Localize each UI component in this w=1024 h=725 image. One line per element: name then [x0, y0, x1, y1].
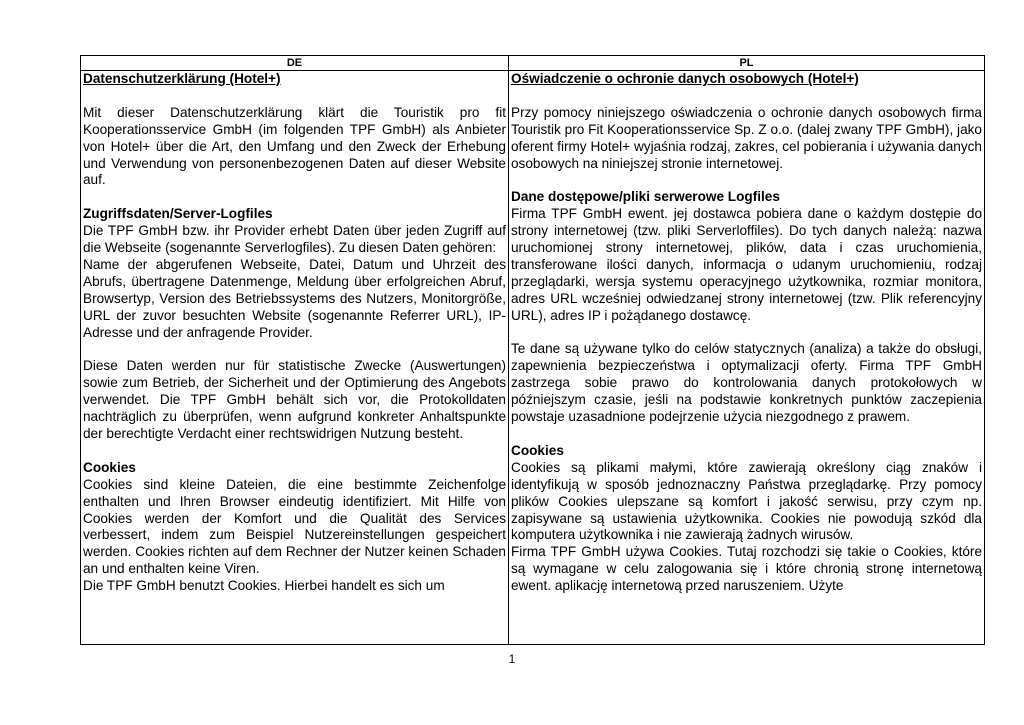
header-row [81, 56, 985, 71]
pl-title: Oświadczenie o ochronie danych osobowych (Hotel+) [511, 71, 859, 86]
pl-access-paragraph-2: Te dane są używane tylko do celów statycznych (analiza) a także do obsługi, zapewnienia bezpieczeństwa i optymalizacji oferty. Firma TPF GmbH zastrzega sobie prawo do kontrolowania danych protokołowych w późniejszym czasie, jeśli na podstawie konkretnych punktów zaczepienia powstaje uzasadnione podejrzenie użycia niezgodnego z prawem. [511, 341, 982, 425]
pl-intro: Przy pomocy niniejszego oświadczenia o ochronie danych osobowych firma Touristik pro Fit Kooperationsservice Sp. Z o.o. (dalej zwany TPF GmbH), jako oferent firmy Hotel+ wyjaśnia rodzaj, zakres, cel pobierania i używania danych osobowych na niniejszej stronie internetowej. [511, 104, 982, 171]
content-row [81, 71, 985, 645]
de-access-paragraph-3: Diese Daten werden nur für statistische Zwecke (Auswertungen) sowie zum Betrieb, der Sicherheit und der Optimierung des Angebots verwendet. Die TPF GmbH behält sich vor, die Protokolldaten nachträglich zu überprüfen, wenn aufgrund konkreter Anhaltspunkte der berechtigte Verdacht einer rechtswidrigen Nutzung besteht. [83, 358, 506, 441]
column-de [81, 71, 509, 645]
de-cookies-heading: Cookies [83, 459, 136, 475]
page-number: 1 [508, 652, 516, 666]
bilingual-table [80, 55, 985, 645]
de-cookies-paragraph-2: Die TPF GmbH benutzt Cookies. Hierbei handelt es sich um [83, 578, 445, 594]
column-pl [509, 71, 985, 645]
de-access-paragraph-2: Name der abgerufenen Webseite, Datei, Datum und Uhrzeit des Abrufs, übertragene Datenmenge, Meldung über erfolgreichen Abruf, Browsertyp, Version des Betriebssystems des Nutzers, Monitorgröße, URL der zuvor besuchten Website (sogenannte Referrer URL), IP-Adresse und der anfragende Provider. [83, 256, 506, 340]
de-access-heading: Zugriffsdaten/Server-Logfiles [83, 206, 273, 222]
pl-access-heading: Dane dostępowe/pliki serwerowe Logfiles [511, 189, 780, 205]
de-access-paragraph-1: Die TPF GmbH bzw. ihr Provider erhebt Daten über jeden Zugriff auf die Webseite (sogenannte Serverlogfiles). Zu diesen Daten gehören: [83, 223, 506, 256]
pl-cookies-paragraph-1: Cookies są plikami małymi, które zawierają określony ciąg znaków i identyfikują w sposób jednoznaczny Państwa przeglądarkę. Przy pomocy plików Cookies ulepszane są komfort i jakość serwisu, przy czym np. zapisywane są ustawienia użytkownika. Cookies nie powodują szkód dla komputera użytkownika i nie zawierają żadnych wirusów. [511, 459, 982, 543]
pl-cookies-heading: Cookies [511, 442, 564, 458]
column-header-de: DE [81, 56, 509, 71]
pl-access-paragraph-1: Firma TPF GmbH ewent. jej dostawca pobiera dane o każdym dostępie do strony internetowej (tzw. pliki Serverloffiles). Do tych danych należą: nazwa uruchomionej strony internetowej, plików, data i czas uruchomienia, transferowane ilości danych, informacja o udanym uruchomieniu, rodzaj przeglądarki, wersja systemu operacyjnego użytkownika, rozmiar monitora, adres URL wcześniej odwiedzanej strony internetowej (tzw. Plik referencyjny URL), adres IP i pożądanego dostawcę. [511, 206, 982, 323]
de-intro: Mit dieser Datenschutzerklärung klärt die Touristik pro fit Kooperationsservice GmbH (im folgenden TPF GmbH) als Anbieter von Hotel+ über die Art, den Umfang und den Zweck der Erhebung und Verwendung von personenbezogenen Daten auf dieser Website auf. [83, 104, 506, 188]
column-header-pl: PL [509, 56, 985, 71]
pl-cookies-paragraph-2: Firma TPF GmbH używa Cookies. Tutaj rozchodzi się takie o Cookies, które są wymagane w celu zalogowania się i które chronią stronę internetową ewent. aplikację internetową przed naruszeniem. Użyte [511, 544, 982, 594]
de-cookies-paragraph-1: Cookies sind kleine Dateien, die eine bestimmte Zeichenfolge enthalten und Ihren Browser eindeutig identifiziert. Mit Hilfe von Cookies werden der Komfort und die Qualität des Services verbessert, indem zum Beispiel Nutzereinstellungen gespeichert werden. Cookies richten auf dem Rechner der Nutzer keinen Schaden an und enthalten keine Viren. [83, 476, 506, 577]
de-title: Datenschutzerklärung (Hotel+) [83, 71, 281, 86]
